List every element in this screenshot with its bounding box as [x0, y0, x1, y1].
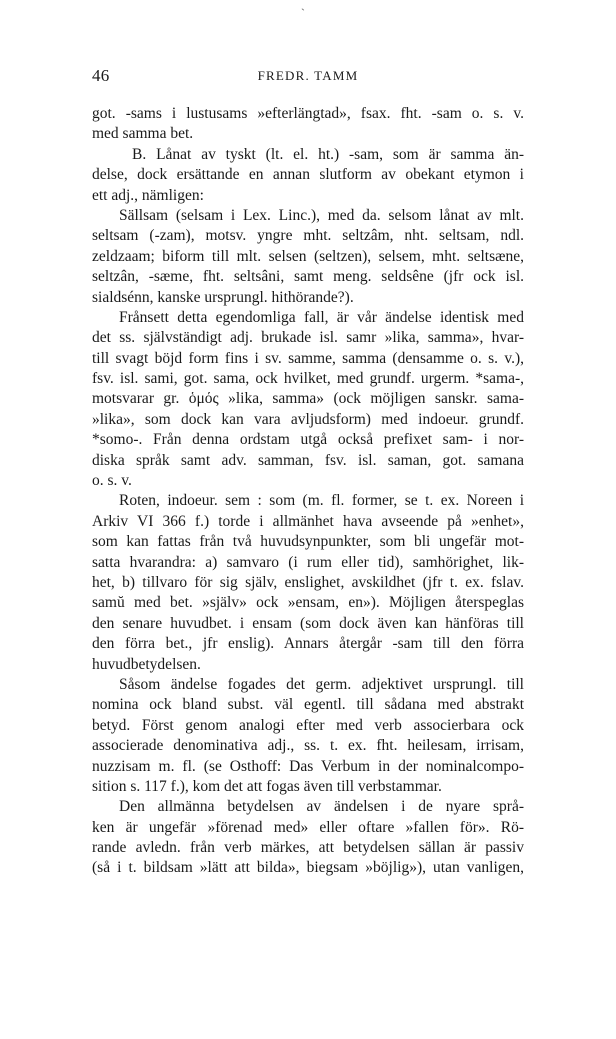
paragraph-section-b	[92, 145, 524, 206]
text-line: till svagt böjd form fins i sv. samme, samma (densamme o. s. v.),	[92, 349, 524, 367]
text-line: med samma bet.	[92, 125, 194, 143]
text-line: den senare huvudbet. i ensam (som dock även kan hänföras till	[92, 614, 524, 632]
text-line: satta hvarandra: a) samvaro (i rum eller tid), samhörighet, lik-	[92, 553, 524, 571]
text-line: betyd. Först genom analogi efter med verb associerbara ock	[92, 716, 524, 734]
text-line: zeldzaam; biform till mlt. selsen (seltzen), selsem, mht. seltsæne,	[92, 247, 524, 265]
text-line: seltzân, -sæme, fht. seltsâni, samt meng. seldsêne (jfr ock isl.	[92, 268, 524, 286]
text-line: Arkiv VI 366 f.) torde i allmänhet hava avseende på »enhet»,	[92, 512, 524, 530]
text-line: Frånsett detta egendomliga fall, är vår ändelse identisk med	[119, 308, 524, 326]
text-line: fsv. isl. sami, got. sama, ock hvilket, med grundf. urgerm. *sama-,	[92, 370, 524, 388]
text-line: B. Lånat av tyskt (lt. el. ht.) -sam, som är samma än-	[132, 145, 524, 163]
text-line: o. s. v.	[92, 472, 132, 490]
stray-mark: `	[301, 6, 305, 20]
paragraph-suffix-got	[92, 104, 524, 145]
text-line: rande avledn. från verb märkes, att betydelsen sällan är passiv	[92, 839, 524, 857]
paragraph-fransett	[92, 308, 524, 492]
text-line: delse, dock ersättande en annan slutform av obekant etymon i	[92, 166, 524, 184]
text-line: got. -sams i lustusams »efterlängtad», fsax. fht. -sam o. s. v.	[92, 105, 524, 122]
text-line: sition s. 117 f.), kom det att fogas även till verbstammar.	[92, 777, 442, 795]
text-line: Sällsam (selsam i Lex. Linc.), med da. selsom lånat av mlt.	[119, 206, 524, 224]
text-line: *somo-. Från denna ordstam utgå också prefixet sam- i nor-	[92, 431, 524, 449]
paragraph-roten	[92, 491, 524, 675]
page-header	[92, 66, 524, 86]
text-line: huvudbetydelsen.	[92, 655, 201, 673]
text-line: den förra bet., jfr enslig). Annars återgår -sam till den förra	[92, 635, 524, 653]
text-line: het, b) tillvaro för sig själv, enslighet, avskildhet (jfr t. ex. fslav.	[92, 573, 524, 591]
text-line: Såsom ändelse fogades det germ. adjektivet ursprungl. till	[119, 675, 524, 693]
text-line: ken är ungefär »förenad med» eller oftare »fallen för». Rö-	[92, 818, 524, 836]
text-line: nomina ock bland subst. väl egentl. till sådana med abstrakt	[92, 696, 524, 714]
text-line: associerade denominativa adj., ss. t. ex. fht. heilesam, irrisam,	[92, 737, 524, 755]
page-number: 46	[92, 66, 110, 85]
text-line: ett adj., nämligen:	[92, 186, 204, 204]
text-line: samŭ med bet. »själv» ock »ensam, en»). Möjligen återspeglas	[92, 594, 524, 612]
text-line: Den allmänna betydelsen av ändelsen i de nyare språ-	[119, 798, 524, 816]
running-head: FREDR. TAMM	[257, 68, 359, 83]
text-line: diska språk samt adv. samman, fsv. isl. saman, got. samana	[92, 451, 524, 469]
paragraph-sasom	[92, 675, 524, 797]
paragraph-sallsam	[92, 206, 524, 308]
paragraph-betydelsen	[92, 797, 524, 879]
text-line: (så i t. bildsam »lätt att bilda», biegsam »böjlig»), utan vanligen,	[92, 859, 524, 877]
text-line: seltsam (-zam), motsv. yngre mht. seltzâm, nht. seltsam, ndl.	[92, 227, 524, 245]
text-line: Roten, indoeur. sem : som (m. fl. former, se t. ex. Noreen i	[119, 492, 524, 510]
text-line: det ss. självständigt adj. brukade isl. samr »lika, samma», hvar-	[92, 329, 524, 347]
text-line: »lika», som dock kan vara avljudsform) med indoeur. grundf.	[92, 410, 524, 428]
text-line: nuzzisam m. fl. (se Osthoff: Das Verbum in der nominalcompo-	[92, 757, 524, 775]
body-text	[92, 104, 524, 879]
text-line: motsvarar gr. ὁμός »lika, samma» (ock möjligen sanskr. sama-	[92, 390, 524, 408]
text-line: sialdsénn, kanske ursprungl. hithörande?).	[92, 288, 354, 306]
text-line: som kan fattas från två huvudsynpunkter, som bli ungefär mot-	[92, 533, 524, 551]
